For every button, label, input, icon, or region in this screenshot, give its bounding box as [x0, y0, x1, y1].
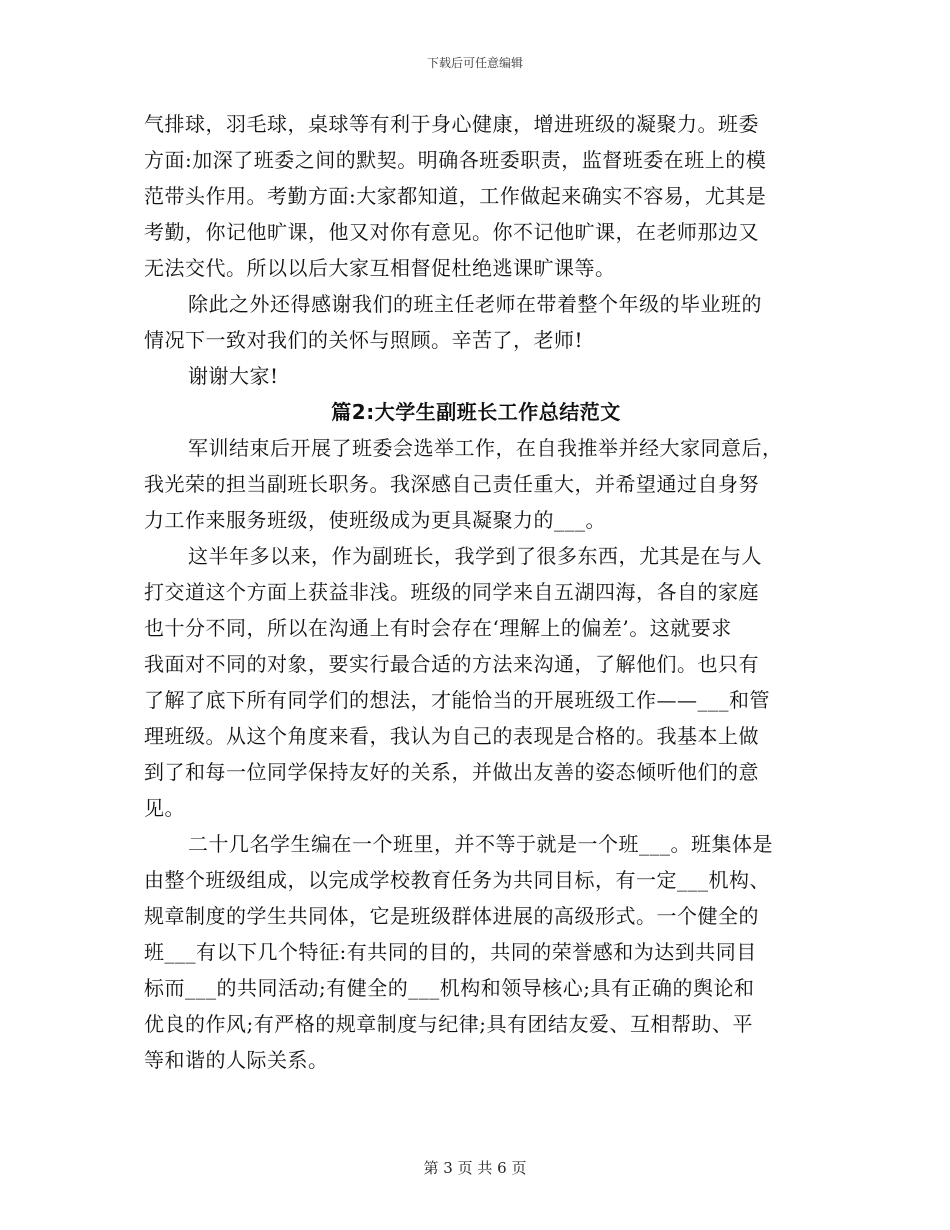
text-line: 见。 [144, 796, 185, 820]
document-body [144, 106, 808, 1078]
text-line: 二十几名学生编在一个班里，并不等于就是一个班___。班集体是 [188, 832, 773, 856]
text-line: 谢谢大家! [188, 364, 279, 388]
text-line: 除此之外还得感谢我们的班主任老师在带着整个年级的毕业班的 [188, 292, 762, 316]
text-line: 考勤，你记他旷课，他又对你有意见。你不记他旷课，在老师那边又 [144, 220, 759, 244]
text-line: 优良的作风;有严格的规章制度与纪律;具有团结友爱、互相帮助、平 [144, 1012, 753, 1036]
text-line: 规章制度的学生共同体，它是班级群体进展的高级形式。一个健全的 [144, 904, 759, 928]
paragraph [144, 358, 808, 394]
text-line: 无法交代。所以以后大家互相督促杜绝逃课旷课等。 [144, 256, 616, 280]
paragraph [144, 826, 808, 1078]
paragraph [144, 286, 808, 358]
text-line: 由整个班级组成，以完成学校教育任务为共同目标，有一定___机构、 [144, 868, 770, 892]
text-line: 班___有以下几个特征:有共同的目的，共同的荣誉感和为达到共同目 [144, 940, 757, 964]
section-heading: 篇2:大学生副班长工作总结范文 [331, 400, 621, 424]
paragraph [144, 538, 808, 826]
text-line: 了解了底下所有同学们的想法，才能恰当的开展班级工作——___和管 [144, 688, 770, 712]
text-line: 理班级。从这个角度来看，我认为自己的表现是合格的。我基本上做 [144, 724, 759, 748]
text-line: 力工作来服务班级，使班级成为更具凝聚力的___。 [144, 508, 606, 532]
page-number: 第 3 页 共 6 页 [423, 1159, 527, 1177]
text-line: 情况下一致对我们的关怀与照顾。辛苦了，老师! [144, 328, 584, 352]
text-line: 气排球，羽毛球，桌球等有利于身心健康，增进班级的凝聚力。班委 [144, 112, 759, 136]
page-header-note: 下载后可任意编辑 [426, 56, 523, 70]
text-line: 打交道这个方面上获益非浅。班级的同学来自五湖四海，各自的家庭 [144, 580, 759, 604]
text-line: 范带头作用。考勤方面:大家都知道，工作做起来确实不容易，尤其是 [144, 184, 767, 208]
text-line: 军训结束后开展了班委会选举工作，在自我推举并经大家同意后， [188, 436, 783, 460]
text-line: 这半年多以来，作为副班长，我学到了很多东西，尤其是在与人 [188, 544, 762, 568]
text-line: 我面对不同的对象，要实行最合适的方法来沟通，了解他们。也只有 [144, 652, 759, 676]
text-line: 也十分不同，所以在沟通上有时会存在‘理解上的偏差’。这就要求 [144, 616, 732, 640]
text-line: 标而___的共同活动;有健全的___机构和领导核心;具有正确的舆论和 [144, 976, 755, 1000]
paragraph [144, 106, 808, 286]
text-line: 到了和每一位同学保持友好的关系，并做出友善的姿态倾听他们的意 [144, 760, 759, 784]
text-line: 等和谐的人际关系。 [144, 1048, 329, 1072]
paragraph [144, 430, 808, 538]
text-line: 我光荣的担当副班长职务。我深感自己责任重大，并希望通过自身努 [144, 472, 759, 496]
text-line: 方面:加深了班委之间的默契。明确各班委职责，监督班委在班上的模 [144, 148, 767, 172]
